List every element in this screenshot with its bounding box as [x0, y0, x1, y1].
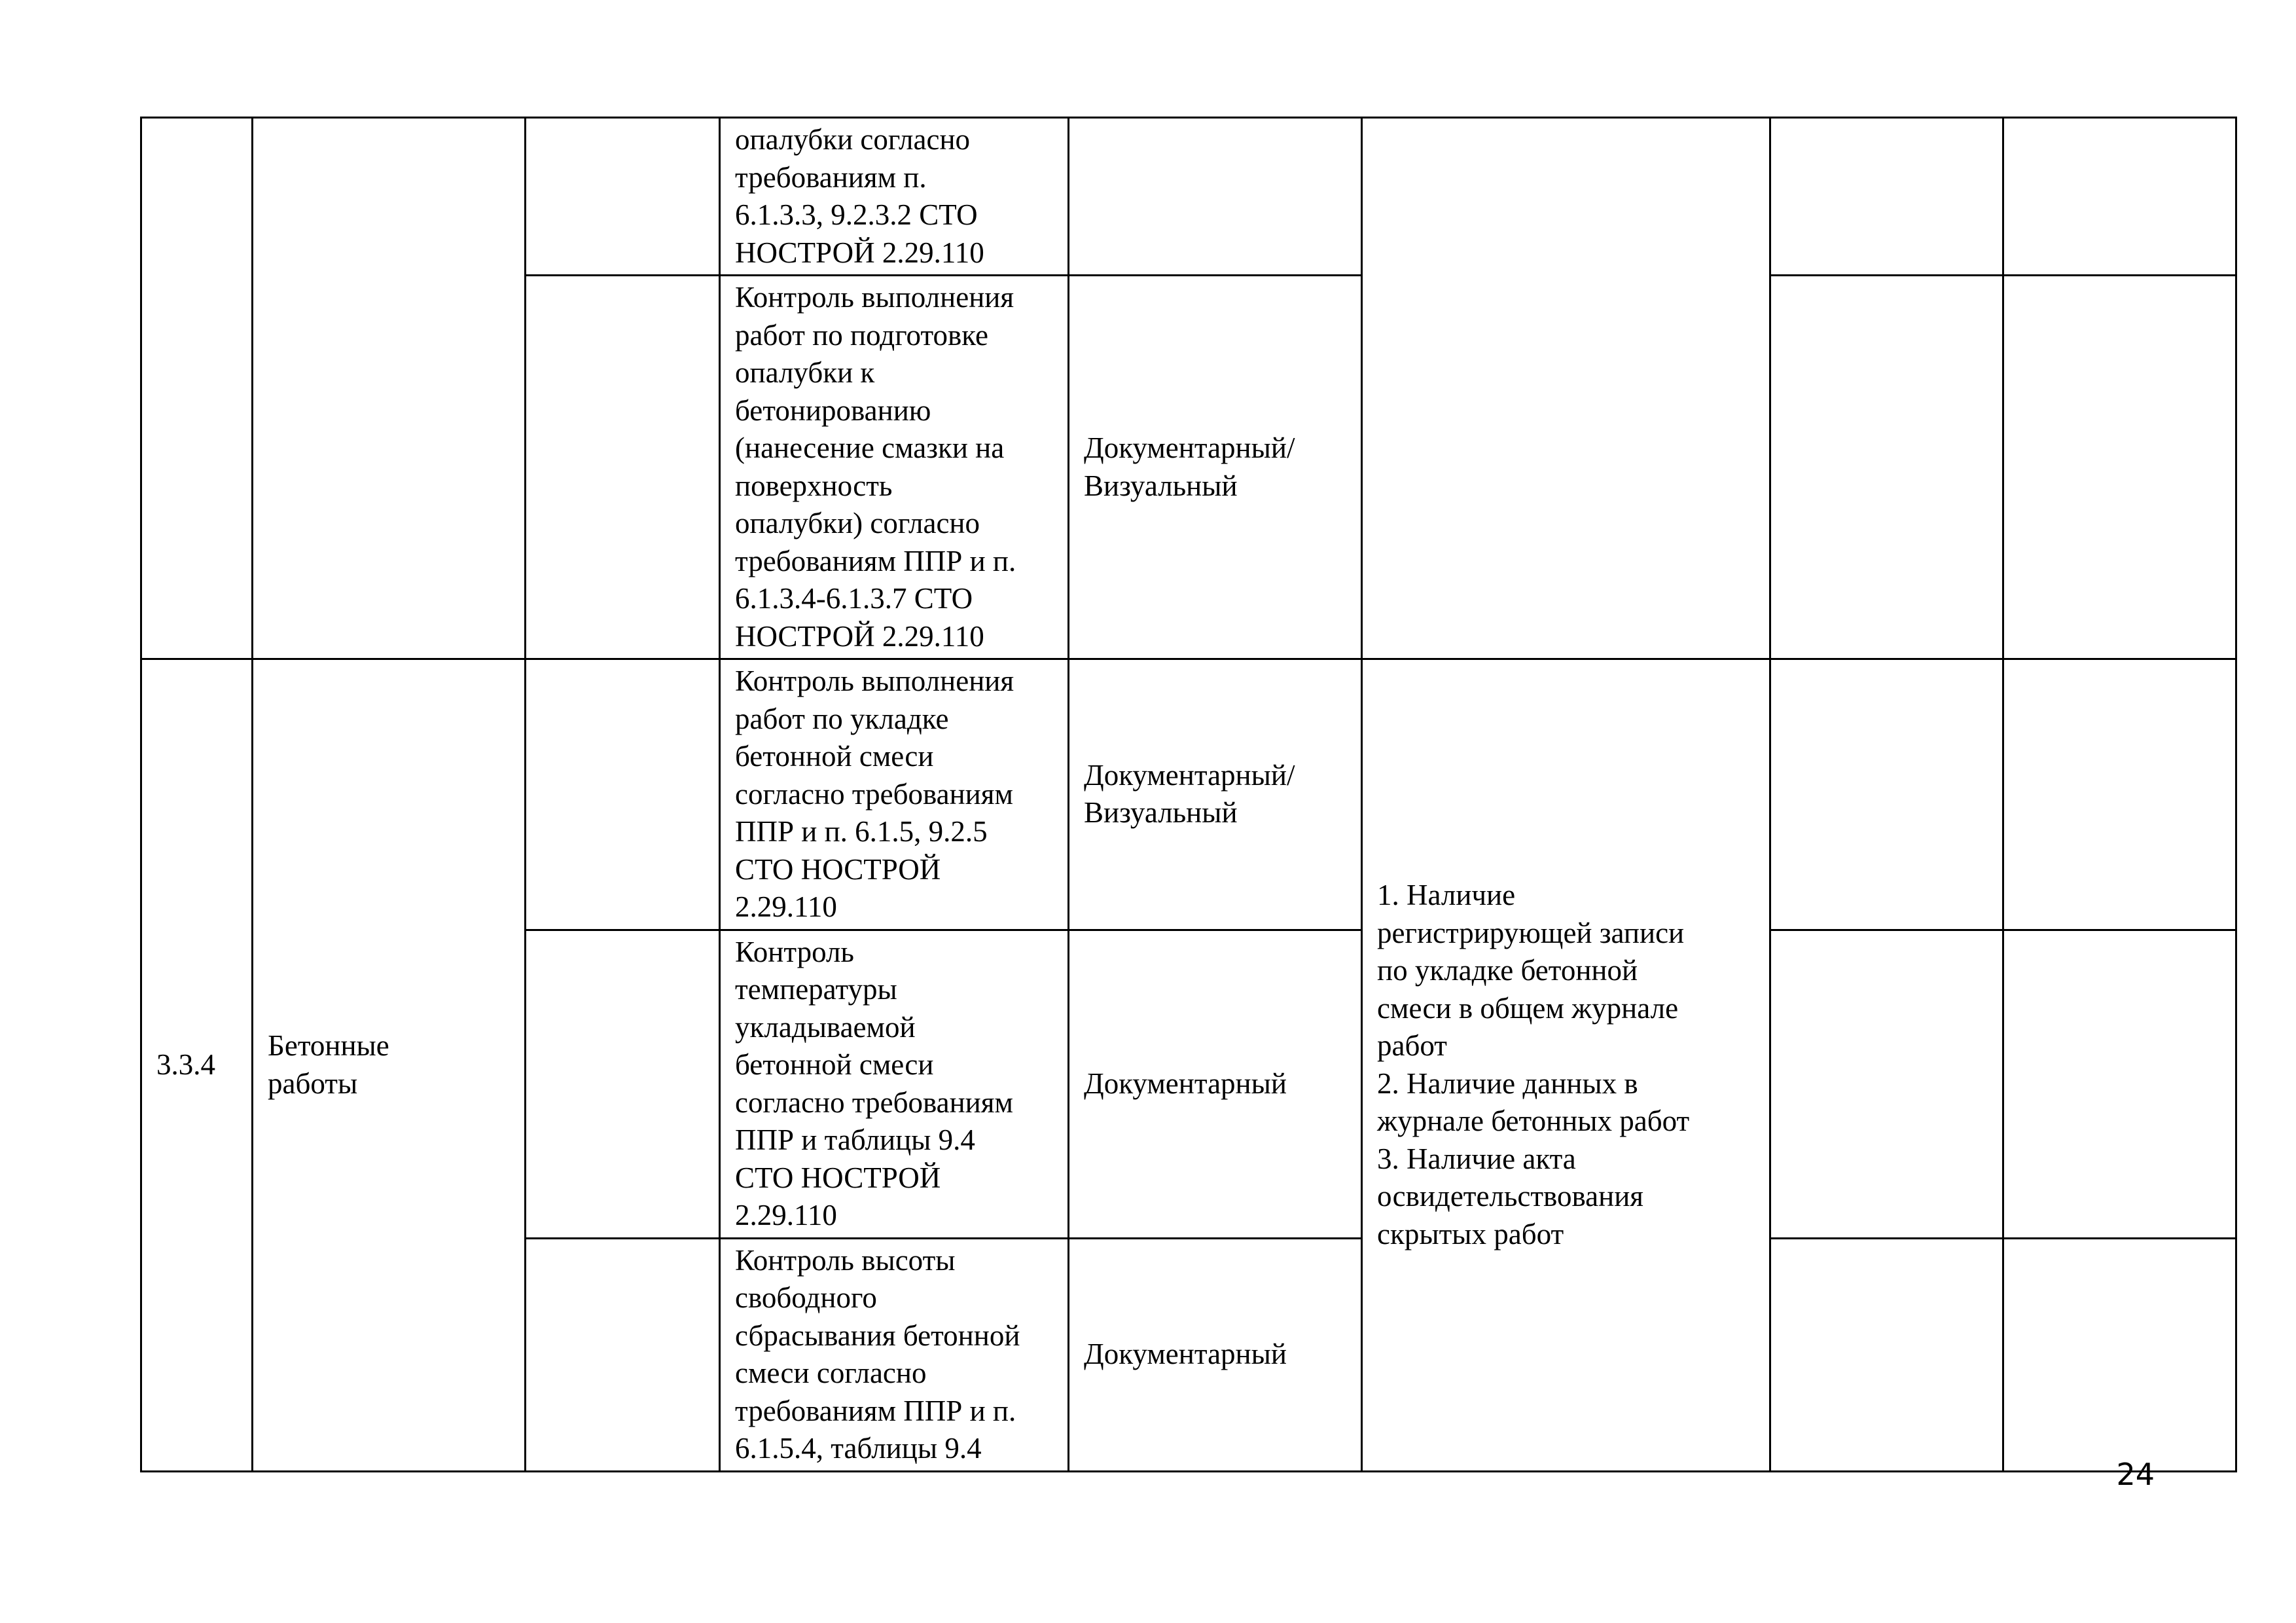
work-name-cell [253, 118, 526, 659]
table-row [141, 118, 2236, 276]
empty-cell [526, 1238, 720, 1471]
control-method-cell: Документарный/ Визуальный [1069, 276, 1362, 659]
control-method-cell: Документарный [1069, 1238, 1362, 1471]
control-description-cell: Контроль выполнения работ по подготовке опалубки к бетонированию (нанесение смазки на поверхность опалубки) согласно требованиям ППР и п. 6.1.3.4-6.1.3.7 СТО НОСТРОЙ 2.29.110 [720, 276, 1069, 659]
empty-cell [2003, 930, 2236, 1238]
control-description-cell: Контроль выполнения работ по укладке бетонной смеси согласно требованиям ППР и п. 6.1.5, 9.2.5 СТО НОСТРОЙ 2.29.110 [720, 659, 1069, 930]
control-method-cell: Документарный [1069, 930, 1362, 1238]
table-row [141, 659, 2236, 930]
empty-cell [1770, 276, 2003, 659]
empty-cell [526, 930, 720, 1238]
result-cell [1362, 118, 1770, 659]
item-number-cell: 3.3.4 [141, 659, 253, 1472]
inspection-table [140, 117, 2237, 1472]
control-description-cell: Контроль высоты свободного сбрасывания бетонной смеси согласно требованиям ППР и п. 6.1.5.4, таблицы 9.4 [720, 1238, 1069, 1471]
empty-cell [526, 659, 720, 930]
page-number: 24 [2116, 1457, 2155, 1492]
work-name-cell: Бетонные работы [253, 659, 526, 1472]
empty-cell [1770, 659, 2003, 930]
control-method-cell [1069, 118, 1362, 276]
empty-cell [2003, 276, 2236, 659]
result-cell: 1. Наличие регистрирующей записи по укладке бетонной смеси в общем журнале работ 2. Наличие данных в журнале бетонных работ 3. Наличие акта освидетельствования скрытых работ [1362, 659, 1770, 1472]
empty-cell [1770, 930, 2003, 1238]
empty-cell [526, 118, 720, 276]
empty-cell [526, 276, 720, 659]
control-description-cell: опалубки согласно требованиям п. 6.1.3.3, 9.2.3.2 СТО НОСТРОЙ 2.29.110 [720, 118, 1069, 276]
control-description-cell: Контроль температуры укладываемой бетонной смеси согласно требованиям ППР и таблицы 9.4 СТО НОСТРОЙ 2.29.110 [720, 930, 1069, 1238]
empty-cell [1770, 118, 2003, 276]
empty-cell [2003, 118, 2236, 276]
item-number-cell [141, 118, 253, 659]
empty-cell [2003, 1238, 2236, 1471]
empty-cell [2003, 659, 2236, 930]
empty-cell [1770, 1238, 2003, 1471]
control-method-cell: Документарный/ Визуальный [1069, 659, 1362, 930]
